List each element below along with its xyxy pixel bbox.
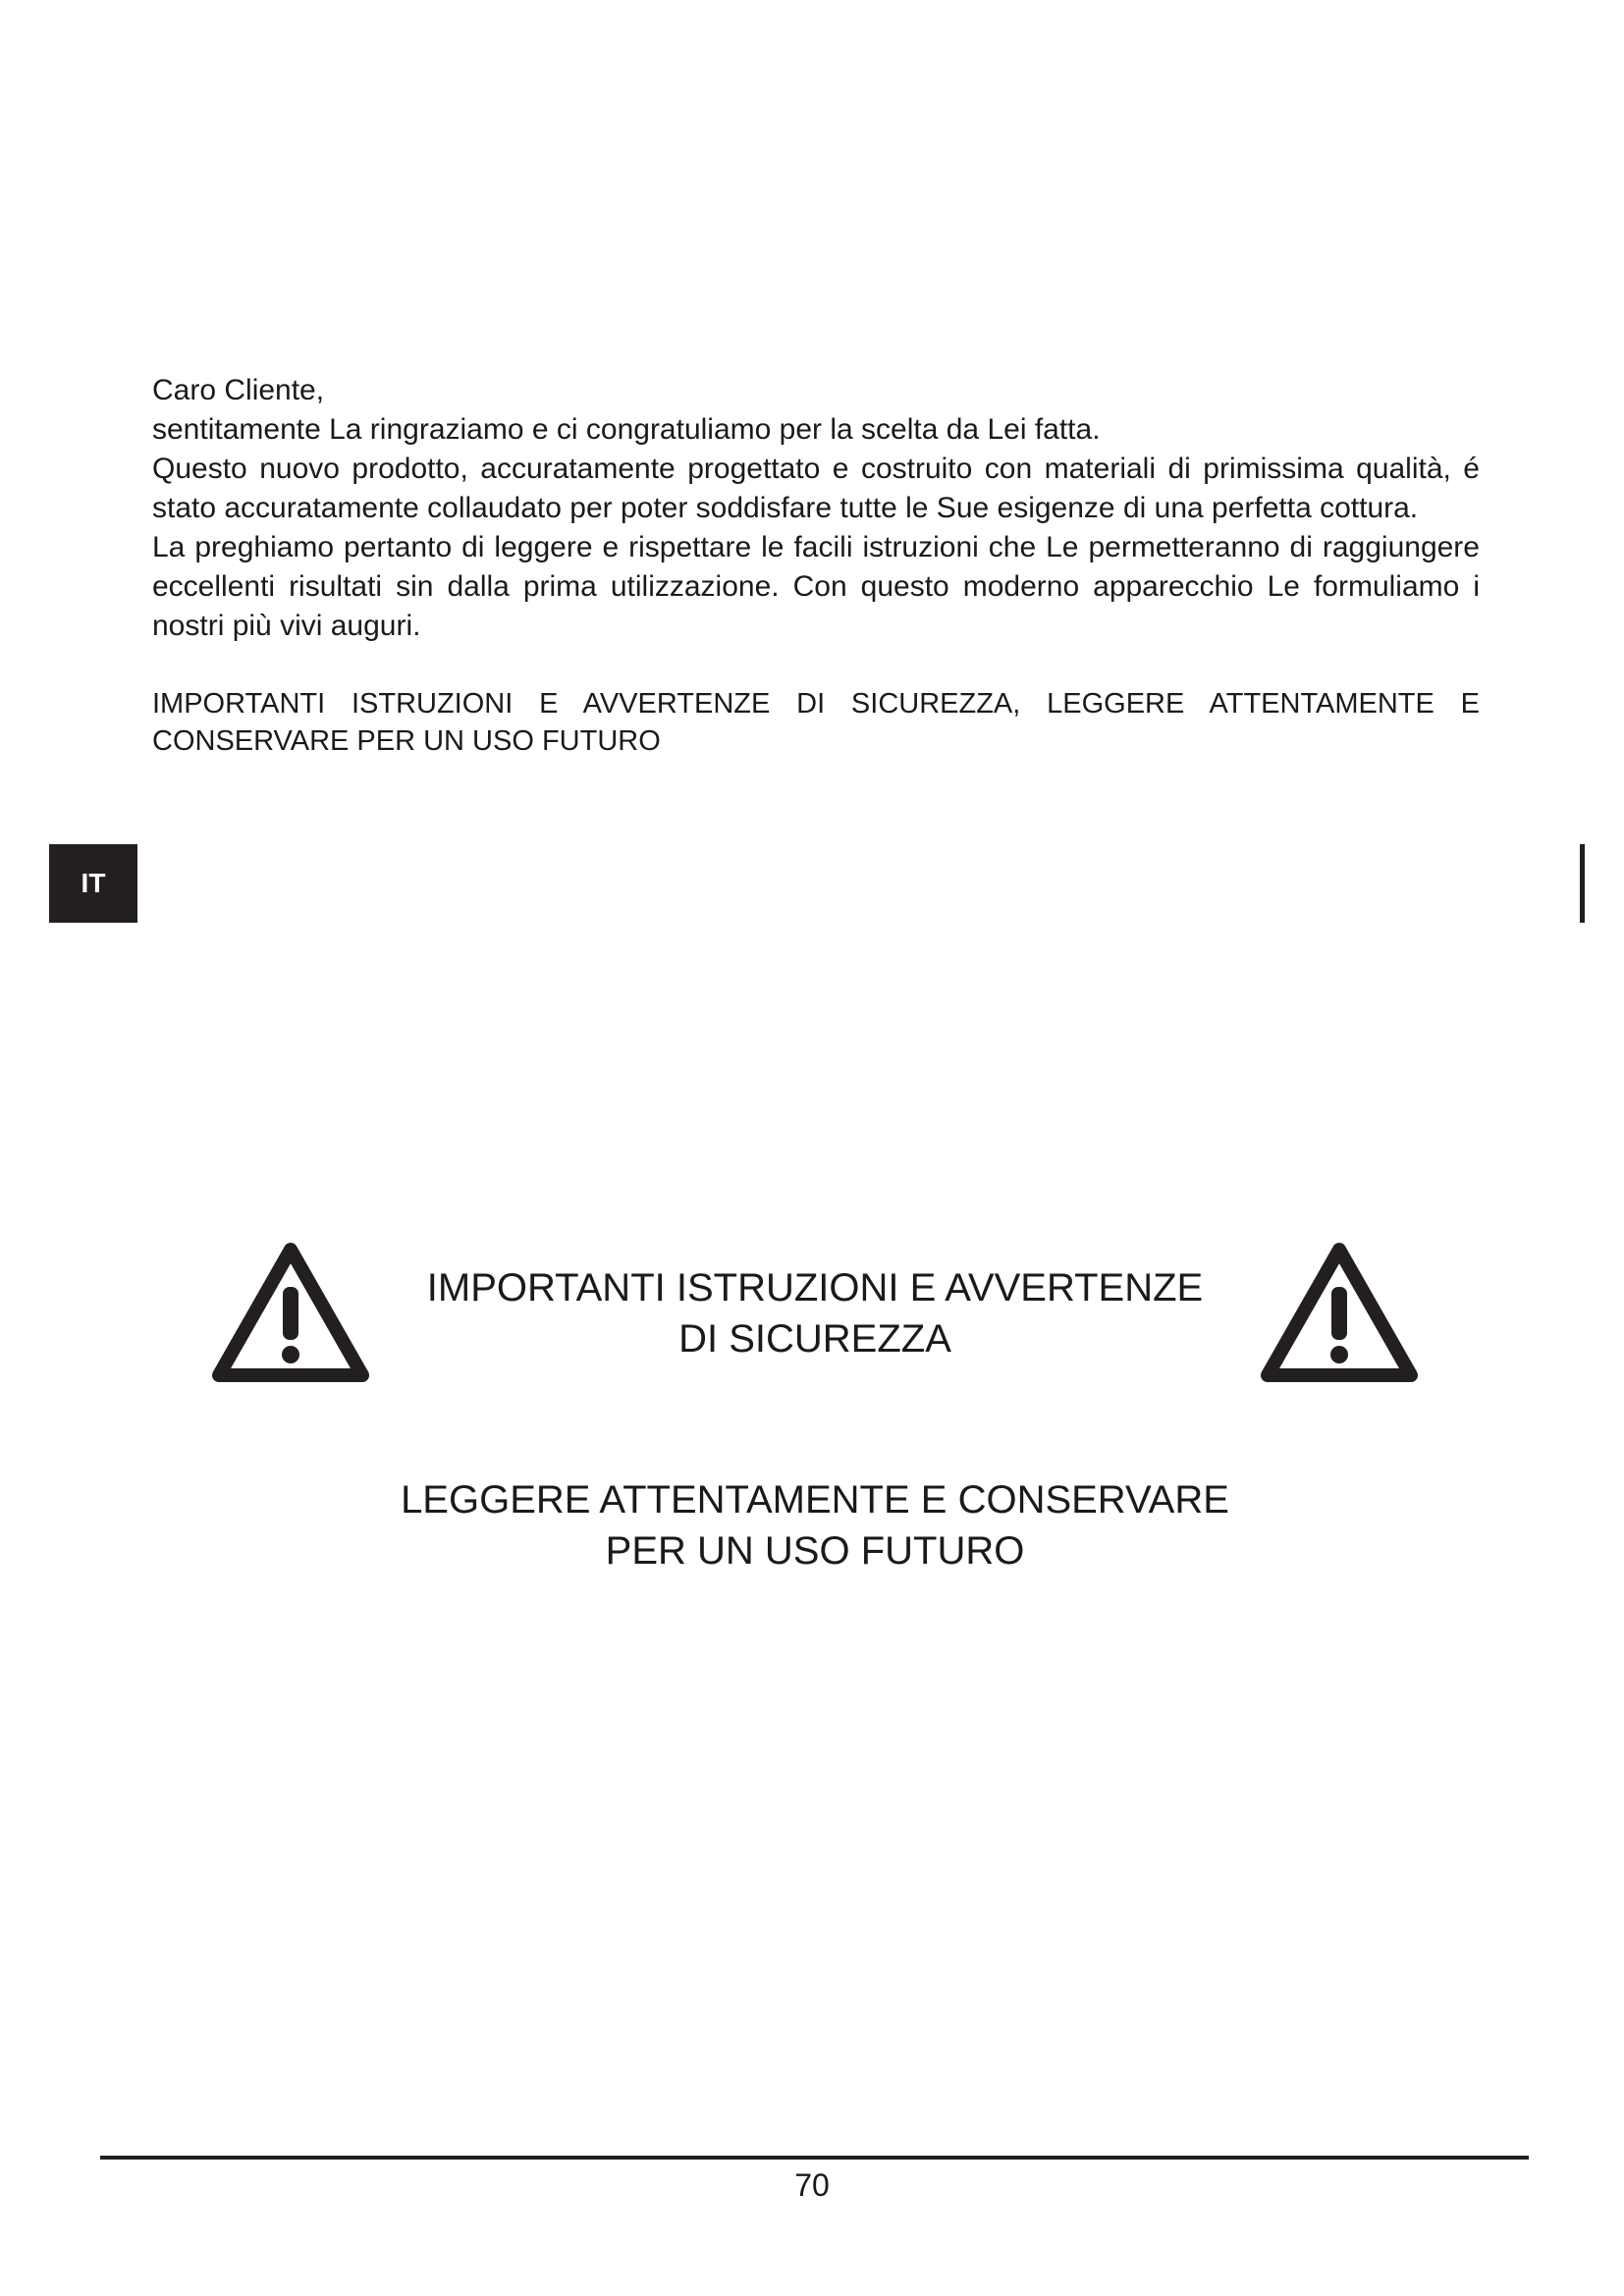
- safety-heading-line-2: DI SICUREZZA: [678, 1317, 951, 1361]
- safety-instructions-line: IMPORTANTI ISTRUZIONI E AVVERTENZE DI SICUREZZA, LEGGERE ATTENTAMENTE E CONSERVARE PER UN USO FUTURO: [152, 688, 1480, 757]
- page-number: 70: [794, 2167, 830, 2203]
- keep-heading-line-2: PER UN USO FUTURO: [605, 1529, 1025, 1573]
- intro-paragraph-2: La preghiamo pertanto di leggere e rispettare le facili istruzioni che Le permetteranno di raggiungere eccellenti risultati sin dalla prima utilizzazione. Con questo moderno apparecchio Le formuliamo i nostri più vivi auguri.: [152, 531, 1480, 642]
- footer-divider: [100, 2156, 1529, 2160]
- safety-heading: [373, 1262, 1257, 1364]
- keep-instructions-heading: [373, 1474, 1257, 1576]
- safety-heading-line-1: IMPORTANTI ISTRUZIONI E AVVERTENZE: [426, 1266, 1204, 1309]
- keep-heading-line-1: LEGGERE ATTENTAMENTE E CONSERVARE: [401, 1478, 1229, 1522]
- warning-triangle-icon: [1260, 1242, 1419, 1383]
- greeting: Caro Cliente,: [152, 374, 325, 406]
- language-tab: IT: [49, 844, 137, 923]
- thanks-line: sentitamente La ringraziamo e ci congratuliamo per la scelta da Lei fatta.: [152, 413, 1101, 446]
- warning-triangle-icon: [211, 1242, 370, 1383]
- intro-paragraph-1: Questo nuovo prodotto, accuratamente progettato e costruito con materiali di primissima qualità, é stato accuratamente collaudato per poter soddisfare tutte le Sue esigenze di una perfetta cottura.: [152, 453, 1480, 524]
- intro-letter: [152, 371, 1480, 760]
- edge-marker: [1580, 844, 1585, 923]
